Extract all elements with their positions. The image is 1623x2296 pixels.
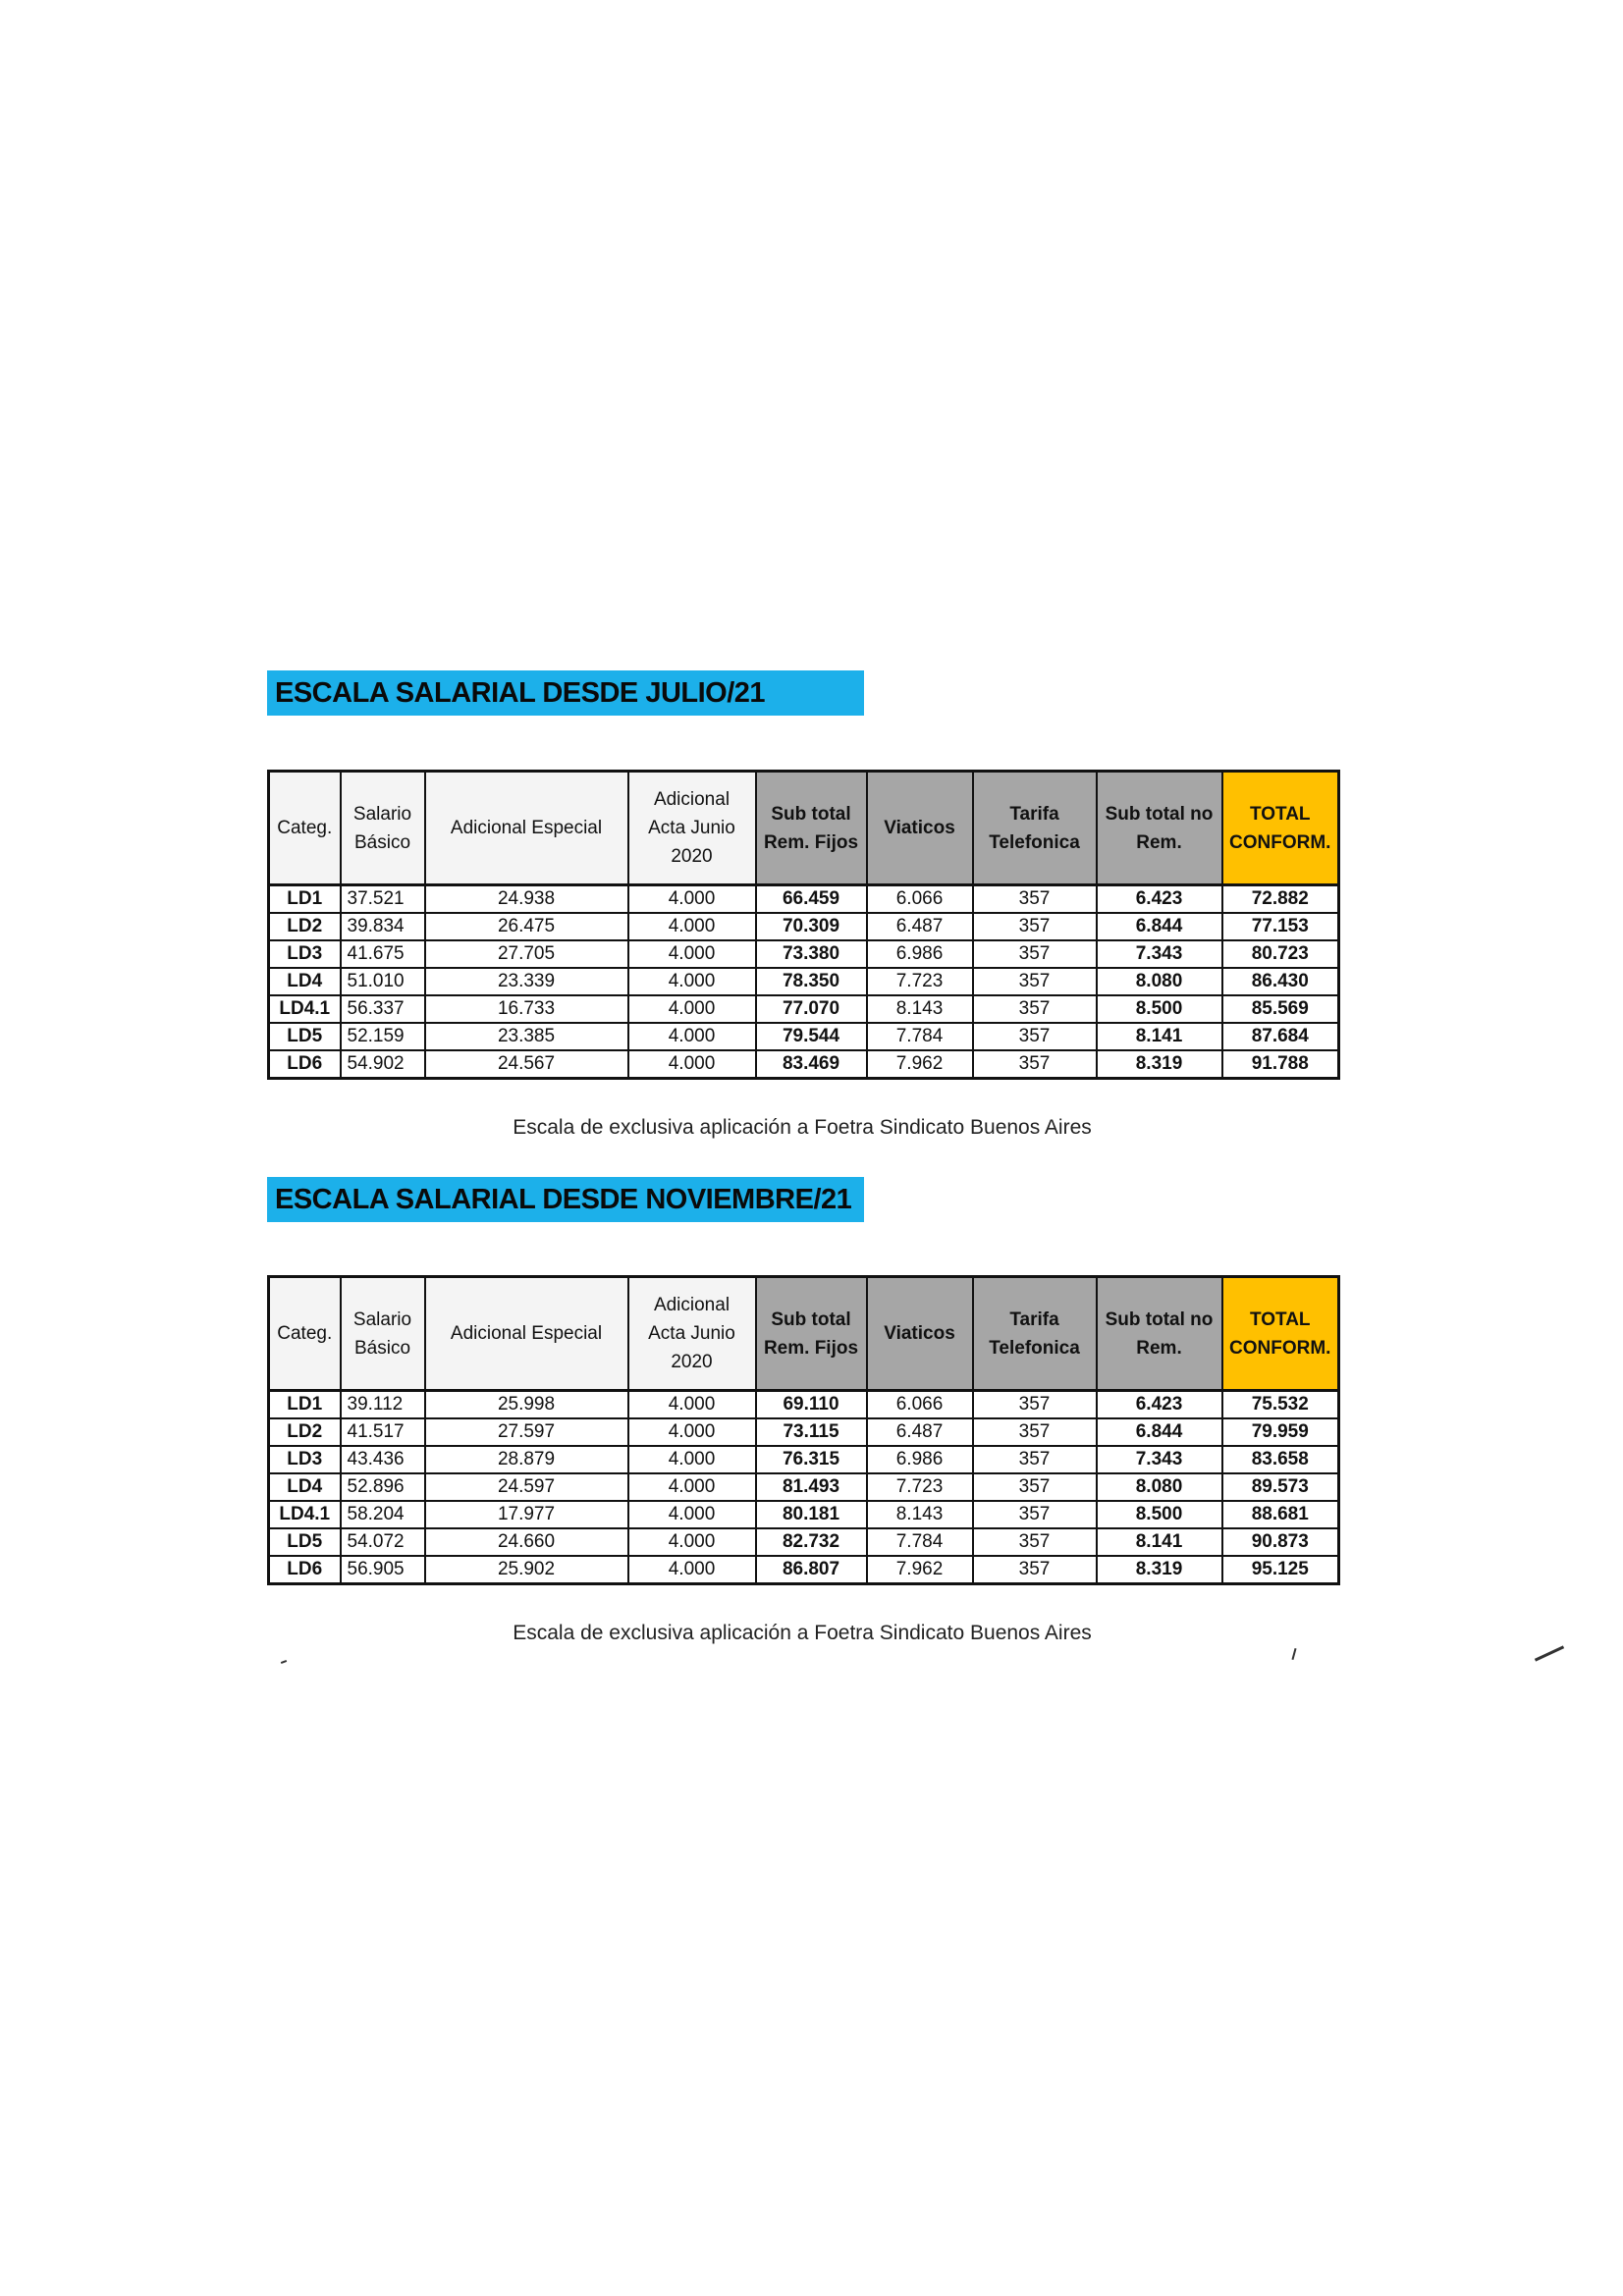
- header-categ: Categ.: [269, 772, 341, 885]
- header-viaticos: Viaticos: [867, 772, 973, 885]
- header-adicional-especial: Adicional Especial: [425, 1277, 628, 1391]
- header-row: [269, 1277, 1339, 1391]
- scan-mark: [281, 1660, 287, 1664]
- cell-total: 77.153: [1222, 913, 1339, 940]
- scan-mark: [1291, 1648, 1296, 1660]
- cell-subtotal-rem: 86.807: [756, 1556, 867, 1584]
- table-row: [269, 940, 1339, 968]
- cell-adicional-especial: 17.977: [425, 1501, 628, 1528]
- cell-categ: LD1: [269, 1391, 341, 1419]
- table-row: [269, 995, 1339, 1023]
- cell-salario-basico: 56.905: [341, 1556, 425, 1584]
- cell-subtotal-rem: 76.315: [756, 1446, 867, 1473]
- cell-total: 89.573: [1222, 1473, 1339, 1501]
- cell-tarifa: 357: [973, 995, 1097, 1023]
- salary-table: [267, 770, 1340, 1080]
- table-body: [269, 885, 1339, 1079]
- table-row: [269, 1473, 1339, 1501]
- cell-adicional-acta: 4.000: [628, 1473, 756, 1501]
- table-row: [269, 1023, 1339, 1050]
- cell-tarifa: 357: [973, 885, 1097, 914]
- cell-subtotal-no-rem: 6.423: [1097, 1391, 1222, 1419]
- table-row: [269, 913, 1339, 940]
- cell-adicional-acta: 4.000: [628, 1050, 756, 1079]
- cell-subtotal-no-rem: 8.319: [1097, 1050, 1222, 1079]
- cell-salario-basico: 51.010: [341, 968, 425, 995]
- cell-adicional-especial: 24.660: [425, 1528, 628, 1556]
- cell-categ: LD6: [269, 1050, 341, 1079]
- cell-categ: LD5: [269, 1528, 341, 1556]
- cell-adicional-acta: 4.000: [628, 885, 756, 914]
- table-body: [269, 1391, 1339, 1584]
- section-title: ESCALA SALARIAL DESDE JULIO/21: [267, 670, 864, 716]
- cell-salario-basico: 39.112: [341, 1391, 425, 1419]
- cell-subtotal-rem: 77.070: [756, 995, 867, 1023]
- cell-tarifa: 357: [973, 913, 1097, 940]
- cell-salario-basico: 39.834: [341, 913, 425, 940]
- cell-subtotal-no-rem: 8.500: [1097, 1501, 1222, 1528]
- cell-categ: LD3: [269, 1446, 341, 1473]
- section-julio: [267, 670, 1337, 1139]
- cell-subtotal-no-rem: 8.500: [1097, 995, 1222, 1023]
- cell-tarifa: 357: [973, 1556, 1097, 1584]
- cell-adicional-especial: 25.902: [425, 1556, 628, 1584]
- cell-adicional-especial: 24.938: [425, 885, 628, 914]
- cell-categ: LD4: [269, 1473, 341, 1501]
- cell-viaticos: 6.487: [867, 1418, 973, 1446]
- cell-total: 72.882: [1222, 885, 1339, 914]
- header-total: TOTAL CONFORM.: [1222, 1277, 1339, 1391]
- header-tarifa: Tarifa Telefonica: [973, 772, 1097, 885]
- cell-adicional-especial: 26.475: [425, 913, 628, 940]
- header-subtotal-no-rem: Sub total no Rem.: [1097, 1277, 1222, 1391]
- cell-salario-basico: 37.521: [341, 885, 425, 914]
- table-row: [269, 1391, 1339, 1419]
- table-row: [269, 1446, 1339, 1473]
- cell-adicional-especial: 24.567: [425, 1050, 628, 1079]
- cell-viaticos: 6.986: [867, 1446, 973, 1473]
- cell-categ: LD2: [269, 1418, 341, 1446]
- cell-total: 79.959: [1222, 1418, 1339, 1446]
- cell-total: 85.569: [1222, 995, 1339, 1023]
- cell-tarifa: 357: [973, 1050, 1097, 1079]
- cell-tarifa: 357: [973, 1528, 1097, 1556]
- cell-salario-basico: 54.072: [341, 1528, 425, 1556]
- cell-viaticos: 7.723: [867, 968, 973, 995]
- cell-adicional-especial: 28.879: [425, 1446, 628, 1473]
- cell-subtotal-rem: 78.350: [756, 968, 867, 995]
- cell-tarifa: 357: [973, 1391, 1097, 1419]
- header-salario-basico: Salario Básico: [341, 1277, 425, 1391]
- cell-subtotal-rem: 79.544: [756, 1023, 867, 1050]
- cell-adicional-acta: 4.000: [628, 940, 756, 968]
- cell-subtotal-no-rem: 8.319: [1097, 1556, 1222, 1584]
- cell-total: 80.723: [1222, 940, 1339, 968]
- cell-tarifa: 357: [973, 940, 1097, 968]
- header-row: [269, 772, 1339, 885]
- cell-adicional-acta: 4.000: [628, 995, 756, 1023]
- cell-subtotal-rem: 66.459: [756, 885, 867, 914]
- header-subtotal-rem: Sub total Rem. Fijos: [756, 772, 867, 885]
- cell-adicional-especial: 16.733: [425, 995, 628, 1023]
- cell-total: 87.684: [1222, 1023, 1339, 1050]
- table-row: [269, 1050, 1339, 1079]
- cell-viaticos: 7.784: [867, 1023, 973, 1050]
- cell-categ: LD1: [269, 885, 341, 914]
- section-title: ESCALA SALARIAL DESDE NOVIEMBRE/21: [267, 1177, 864, 1222]
- header-adicional-acta: Adicional Acta Junio 2020: [628, 772, 756, 885]
- cell-categ: LD4: [269, 968, 341, 995]
- cell-adicional-especial: 23.339: [425, 968, 628, 995]
- table-row: [269, 1418, 1339, 1446]
- cell-subtotal-rem: 81.493: [756, 1473, 867, 1501]
- header-tarifa: Tarifa Telefonica: [973, 1277, 1097, 1391]
- table-row: [269, 1556, 1339, 1584]
- salary-table: [267, 1275, 1340, 1585]
- cell-adicional-acta: 4.000: [628, 1418, 756, 1446]
- cell-salario-basico: 52.159: [341, 1023, 425, 1050]
- table-row: [269, 1528, 1339, 1556]
- cell-subtotal-no-rem: 8.141: [1097, 1023, 1222, 1050]
- cell-categ: LD6: [269, 1556, 341, 1584]
- cell-viaticos: 7.962: [867, 1556, 973, 1584]
- cell-categ: LD2: [269, 913, 341, 940]
- cell-viaticos: 6.066: [867, 1391, 973, 1419]
- cell-subtotal-no-rem: 6.423: [1097, 885, 1222, 914]
- cell-salario-basico: 41.675: [341, 940, 425, 968]
- cell-total: 88.681: [1222, 1501, 1339, 1528]
- cell-subtotal-no-rem: 8.080: [1097, 968, 1222, 995]
- cell-tarifa: 357: [973, 968, 1097, 995]
- cell-adicional-especial: 27.705: [425, 940, 628, 968]
- cell-adicional-acta: 4.000: [628, 1528, 756, 1556]
- cell-categ: LD3: [269, 940, 341, 968]
- header-categ: Categ.: [269, 1277, 341, 1391]
- cell-salario-basico: 52.896: [341, 1473, 425, 1501]
- cell-tarifa: 357: [973, 1446, 1097, 1473]
- cell-viaticos: 6.986: [867, 940, 973, 968]
- cell-tarifa: 357: [973, 1501, 1097, 1528]
- table-row: [269, 968, 1339, 995]
- cell-adicional-acta: 4.000: [628, 1501, 756, 1528]
- header-subtotal-no-rem: Sub total no Rem.: [1097, 772, 1222, 885]
- cell-subtotal-no-rem: 8.080: [1097, 1473, 1222, 1501]
- section-noviembre: [267, 1177, 1337, 1644]
- cell-salario-basico: 41.517: [341, 1418, 425, 1446]
- header-adicional-acta: Adicional Acta Junio 2020: [628, 1277, 756, 1391]
- cell-categ: LD5: [269, 1023, 341, 1050]
- table-row: [269, 1501, 1339, 1528]
- cell-subtotal-rem: 80.181: [756, 1501, 867, 1528]
- cell-tarifa: 357: [973, 1023, 1097, 1050]
- cell-salario-basico: 43.436: [341, 1446, 425, 1473]
- header-viaticos: Viaticos: [867, 1277, 973, 1391]
- cell-subtotal-rem: 83.469: [756, 1050, 867, 1079]
- cell-tarifa: 357: [973, 1473, 1097, 1501]
- cell-adicional-especial: 27.597: [425, 1418, 628, 1446]
- header-total: TOTAL CONFORM.: [1222, 772, 1339, 885]
- cell-total: 91.788: [1222, 1050, 1339, 1079]
- cell-subtotal-rem: 69.110: [756, 1391, 867, 1419]
- cell-total: 75.532: [1222, 1391, 1339, 1419]
- cell-viaticos: 8.143: [867, 1501, 973, 1528]
- cell-subtotal-no-rem: 6.844: [1097, 1418, 1222, 1446]
- cell-subtotal-rem: 73.115: [756, 1418, 867, 1446]
- scan-mark: [1535, 1645, 1564, 1661]
- cell-salario-basico: 56.337: [341, 995, 425, 1023]
- cell-subtotal-rem: 73.380: [756, 940, 867, 968]
- cell-adicional-acta: 4.000: [628, 1446, 756, 1473]
- cell-viaticos: 7.962: [867, 1050, 973, 1079]
- cell-adicional-acta: 4.000: [628, 968, 756, 995]
- cell-adicional-acta: 4.000: [628, 913, 756, 940]
- cell-total: 86.430: [1222, 968, 1339, 995]
- cell-adicional-acta: 4.000: [628, 1023, 756, 1050]
- cell-viaticos: 7.784: [867, 1528, 973, 1556]
- cell-subtotal-no-rem: 8.141: [1097, 1528, 1222, 1556]
- footnote: Escala de exclusiva aplicación a Foetra Sindicato Buenos Aires: [513, 1116, 1092, 1139]
- cell-adicional-acta: 4.000: [628, 1556, 756, 1584]
- cell-viaticos: 6.066: [867, 885, 973, 914]
- cell-subtotal-no-rem: 6.844: [1097, 913, 1222, 940]
- cell-total: 83.658: [1222, 1446, 1339, 1473]
- cell-adicional-acta: 4.000: [628, 1391, 756, 1419]
- cell-adicional-especial: 24.597: [425, 1473, 628, 1501]
- header-subtotal-rem: Sub total Rem. Fijos: [756, 1277, 867, 1391]
- cell-salario-basico: 54.902: [341, 1050, 425, 1079]
- cell-viaticos: 6.487: [867, 913, 973, 940]
- header-salario-basico: Salario Básico: [341, 772, 425, 885]
- cell-salario-basico: 58.204: [341, 1501, 425, 1528]
- cell-viaticos: 8.143: [867, 995, 973, 1023]
- cell-tarifa: 357: [973, 1418, 1097, 1446]
- cell-subtotal-rem: 82.732: [756, 1528, 867, 1556]
- cell-subtotal-no-rem: 7.343: [1097, 940, 1222, 968]
- table-row: [269, 885, 1339, 914]
- footnote: Escala de exclusiva aplicación a Foetra Sindicato Buenos Aires: [513, 1622, 1092, 1644]
- cell-adicional-especial: 23.385: [425, 1023, 628, 1050]
- cell-subtotal-rem: 70.309: [756, 913, 867, 940]
- cell-categ: LD4.1: [269, 1501, 341, 1528]
- cell-adicional-especial: 25.998: [425, 1391, 628, 1419]
- cell-subtotal-no-rem: 7.343: [1097, 1446, 1222, 1473]
- cell-categ: LD4.1: [269, 995, 341, 1023]
- cell-viaticos: 7.723: [867, 1473, 973, 1501]
- cell-total: 90.873: [1222, 1528, 1339, 1556]
- header-adicional-especial: Adicional Especial: [425, 772, 628, 885]
- cell-total: 95.125: [1222, 1556, 1339, 1584]
